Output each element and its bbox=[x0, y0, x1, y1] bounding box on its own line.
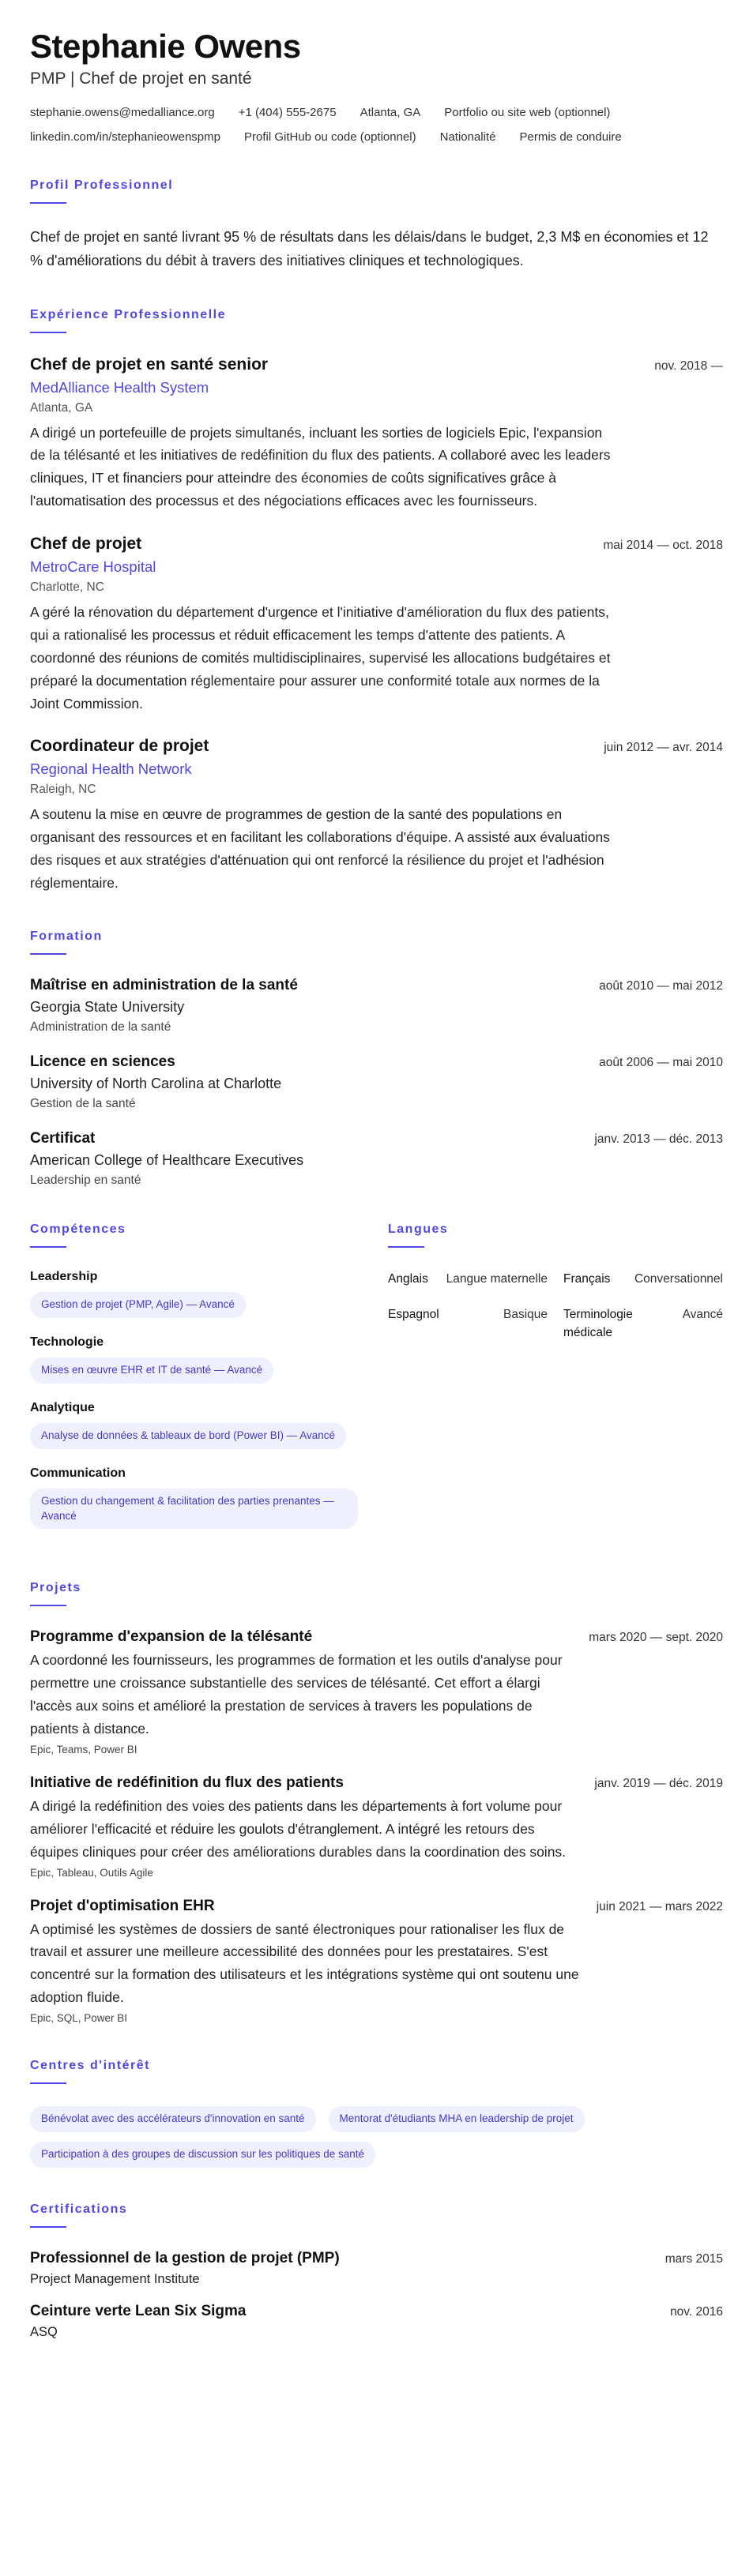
contact-location: Atlanta, GA bbox=[360, 106, 421, 120]
job-location: Raleigh, NC bbox=[30, 783, 96, 797]
job-entry bbox=[30, 355, 723, 513]
section-divider bbox=[30, 332, 66, 333]
job-title: Chef de projet bbox=[30, 535, 142, 554]
job-location: Atlanta, GA bbox=[30, 400, 93, 415]
project-dates: mars 2020 — sept. 2020 bbox=[589, 1631, 723, 1645]
language-level: Basique bbox=[503, 1308, 548, 1322]
skills-languages-row bbox=[30, 1222, 723, 1546]
section-divider bbox=[388, 1246, 424, 1248]
skill-pill: Gestion de projet (PMP, Agile) — Avancé bbox=[30, 1292, 246, 1318]
project-entry bbox=[30, 1628, 723, 1756]
section-title: Expérience Professionnelle bbox=[30, 307, 226, 321]
education-entry bbox=[30, 1053, 723, 1111]
interest-pill: Bénévolat avec des accélérateurs d'innovation en santé bbox=[30, 2106, 316, 2132]
contact-portfolio[interactable]: Portfolio ou site web (optionnel) bbox=[444, 106, 611, 120]
language-level: Conversationnel bbox=[634, 1271, 723, 1286]
project-technologies: Epic, Tableau, Outils Agile bbox=[30, 1866, 153, 1879]
job-description: A soutenu la mise en œuvre de programmes de gestion de la santé des populations en organisant des ressources et en facilitant les collaborations d'équipe. A assisté aux évaluations des risques et aux stratégies d'atténuation qui ont renforcé la résilience du projet et l'adhésion réglementaire. bbox=[30, 806, 610, 892]
section-title: Langues bbox=[388, 1222, 449, 1236]
skills-section bbox=[30, 1222, 358, 1546]
interests-section bbox=[30, 2059, 723, 2168]
section-title: Centres d'intérêt bbox=[30, 2059, 150, 2073]
education-dates: août 2006 — mai 2010 bbox=[599, 1055, 723, 1069]
job-entry bbox=[30, 737, 723, 895]
language-level: Langue maternelle bbox=[446, 1271, 548, 1286]
section-divider bbox=[30, 1605, 66, 1606]
section-divider bbox=[30, 2082, 66, 2084]
projects-section bbox=[30, 1581, 723, 2024]
contact-driving-license: Permis de conduire bbox=[519, 130, 622, 145]
certification-entry bbox=[30, 2303, 723, 2340]
skill-pill: Mises en œuvre EHR et IT de santé — Avancé bbox=[30, 1357, 273, 1384]
section-divider bbox=[30, 2226, 66, 2228]
skill-group bbox=[30, 1401, 358, 1449]
certification-issuer: ASQ bbox=[30, 2324, 58, 2339]
section-divider bbox=[30, 1246, 66, 1248]
language-level: Avancé bbox=[682, 1308, 723, 1322]
section-title: Formation bbox=[30, 929, 103, 943]
project-technologies: Epic, Teams, Power BI bbox=[30, 1743, 137, 1756]
job-location: Charlotte, NC bbox=[30, 580, 104, 595]
project-technologies: Epic, SQL, Power BI bbox=[30, 2012, 128, 2025]
project-description: A coordonné les fournisseurs, les programmes de formation et les outils d'analyse pour permettre une croissance substantielle des services de télésanté. Cet effort a élargi l'accès aux soins et amélioré la prestation de services à travers les populations de patients à distance. bbox=[30, 1652, 563, 1737]
language-name: Français bbox=[563, 1271, 611, 1286]
project-description: A dirigé la redéfinition des voies des patients dans les départements à fort volume pour améliorer l'efficacité et réduire les goulots d'étranglement. A intégré les retours des équipes cliniques pour créer des améliorations durables dans la coordination des soins. bbox=[30, 1797, 567, 1860]
language-item bbox=[388, 1270, 548, 1288]
resume-header bbox=[30, 28, 723, 144]
project-title: Projet d'optimisation EHR bbox=[30, 1897, 215, 1914]
education-field: Leadership en santé bbox=[30, 1173, 141, 1187]
section-title: Compétences bbox=[30, 1222, 126, 1236]
education-degree: Maîtrise en administration de la santé bbox=[30, 976, 298, 993]
job-dates: nov. 2018 — bbox=[654, 359, 723, 373]
project-description: A optimisé les systèmes de dossiers de santé électroniques pour rationaliser les flux de travail et assurer une meilleure accessibilité des données pour les prestataires. S'est concentré sur la formation des utilisateurs et les intégrations système qui ont soutenu une adoption fluide. bbox=[30, 1921, 579, 2006]
candidate-name: Stephanie Owens bbox=[30, 28, 301, 65]
project-dates: janv. 2019 — déc. 2019 bbox=[594, 1776, 723, 1790]
certification-entry bbox=[30, 2250, 723, 2287]
skill-group bbox=[30, 1335, 358, 1384]
language-list bbox=[388, 1270, 723, 1342]
skill-group bbox=[30, 1270, 358, 1318]
skill-category: Communication bbox=[30, 1466, 126, 1480]
profile-section bbox=[30, 178, 723, 272]
education-degree: Certificat bbox=[30, 1129, 96, 1147]
contact-nationality: Nationalité bbox=[439, 130, 496, 145]
language-item bbox=[563, 1305, 723, 1342]
languages-section bbox=[388, 1222, 723, 1546]
skill-category: Technologie bbox=[30, 1335, 104, 1349]
education-school: Georgia State University bbox=[30, 998, 185, 1015]
section-divider bbox=[30, 202, 66, 204]
job-entry bbox=[30, 535, 723, 715]
skill-pill: Gestion du changement & facilitation des parties prenantes — Avancé bbox=[30, 1489, 358, 1530]
interest-list bbox=[30, 2106, 723, 2168]
section-divider bbox=[30, 953, 66, 955]
certification-title: Professionnel de la gestion de projet (PMP) bbox=[30, 2249, 340, 2266]
project-entry bbox=[30, 1774, 723, 1879]
job-dates: mai 2014 — oct. 2018 bbox=[603, 539, 723, 553]
education-field: Gestion de la santé bbox=[30, 1096, 136, 1110]
contact-phone[interactable]: +1 (404) 555-2675 bbox=[238, 106, 337, 120]
interest-pill: Participation à des groupes de discussion sur les politiques de santé bbox=[30, 2142, 375, 2168]
contact-github[interactable]: Profil GitHub ou code (optionnel) bbox=[243, 130, 416, 145]
job-title: Coordinateur de projet bbox=[30, 737, 209, 756]
project-title: Initiative de redéfinition du flux des patients bbox=[30, 1774, 344, 1791]
job-title: Chef de projet en santé senior bbox=[30, 355, 269, 374]
education-dates: janv. 2013 — déc. 2013 bbox=[594, 1132, 723, 1146]
experience-section bbox=[30, 308, 723, 895]
certification-date: nov. 2016 bbox=[670, 2304, 723, 2319]
education-section bbox=[30, 929, 723, 1188]
section-title: Profil Professionnel bbox=[30, 178, 174, 193]
contact-email[interactable]: stephanie.owens@medalliance.org bbox=[30, 106, 215, 120]
language-name: Anglais bbox=[388, 1271, 428, 1286]
job-description: A dirigé un portefeuille de projets simultanés, incluant les sorties de logiciels Epic, l'expansion de la télésanté et les initiatives de redéfinition du flux des patients. A collaboré avec les leaders cliniques, IT et financiers pour atteindre des économies de coûts significatives grâce à l'automatisation des processus et des négociations efficaces avec les fournisseurs. bbox=[30, 424, 611, 509]
candidate-headline: PMP | Chef de projet en santé bbox=[30, 69, 252, 88]
project-dates: juin 2021 — mars 2022 bbox=[596, 1899, 723, 1913]
certification-date: mars 2015 bbox=[665, 2251, 723, 2266]
job-description: A géré la rénovation du département d'urgence et l'initiative d'amélioration du flux des patients, qui a rationalisé les processus et réduit efficacement les temps d'attente des patients. A coordonné des réunions de comités multidisciplinaires, supervisé les allocations budgétaires et préparé la documentation réglementaire pour assurer une conformité totale aux normes de la Joint Commission. bbox=[30, 604, 611, 712]
certifications-section bbox=[30, 2202, 723, 2340]
education-entry bbox=[30, 977, 723, 1035]
skill-category: Leadership bbox=[30, 1269, 98, 1283]
education-entry bbox=[30, 1130, 723, 1188]
job-organization: MedAlliance Health System bbox=[30, 378, 209, 396]
language-item bbox=[563, 1270, 723, 1288]
skill-category: Analytique bbox=[30, 1400, 95, 1414]
contact-list bbox=[30, 106, 725, 144]
skill-pill: Analyse de données & tableaux de bord (Power BI) — Avancé bbox=[30, 1423, 346, 1449]
certification-issuer: Project Management Institute bbox=[30, 2271, 200, 2286]
contact-linkedin[interactable]: linkedin.com/in/stephanieowenspmp bbox=[30, 130, 220, 145]
education-field: Administration de la santé bbox=[30, 1020, 171, 1034]
language-name: Espagnol bbox=[388, 1308, 439, 1322]
job-organization: MetroCare Hospital bbox=[30, 558, 156, 576]
education-degree: Licence en sciences bbox=[30, 1053, 175, 1070]
language-item bbox=[388, 1305, 548, 1342]
job-dates: juin 2012 — avr. 2014 bbox=[604, 741, 723, 755]
education-school: University of North Carolina at Charlotte bbox=[30, 1075, 282, 1091]
job-organization: Regional Health Network bbox=[30, 760, 192, 778]
profile-summary: Chef de projet en santé livrant 95 % de résultats dans les délais/dans le budget, 2,3 M$ en économies et 12 % d'améliorations du débit à travers des initiatives cliniques et technologiques. bbox=[30, 229, 709, 268]
education-dates: août 2010 — mai 2012 bbox=[599, 978, 723, 993]
project-title: Programme d'expansion de la télésanté bbox=[30, 1628, 313, 1646]
certification-title: Ceinture verte Lean Six Sigma bbox=[30, 2302, 247, 2319]
education-school: American College of Healthcare Executives bbox=[30, 1151, 304, 1168]
project-entry bbox=[30, 1898, 723, 2025]
interest-pill: Mentorat d'étudiants MHA en leadership de projet bbox=[329, 2106, 585, 2132]
section-title: Certifications bbox=[30, 2202, 128, 2216]
language-name: Terminologie médicale bbox=[563, 1308, 633, 1340]
section-title: Projets bbox=[30, 1581, 81, 1595]
skill-group bbox=[30, 1466, 358, 1530]
